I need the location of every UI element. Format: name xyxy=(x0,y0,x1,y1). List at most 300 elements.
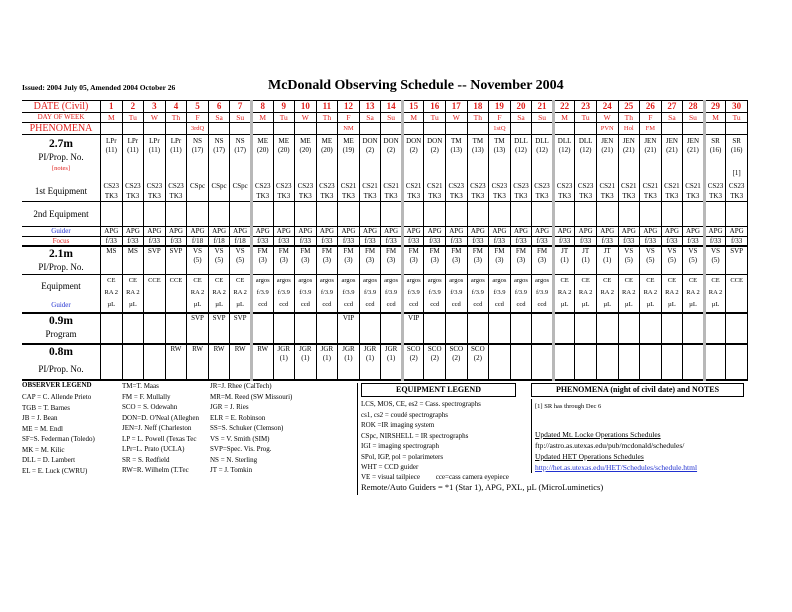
phenomena-cell xyxy=(316,123,338,135)
guider-value: APG xyxy=(168,227,183,235)
dow-cell xyxy=(316,113,338,123)
focus-value: f/33 xyxy=(342,237,355,245)
guider-cell xyxy=(704,227,726,237)
focus-cell xyxy=(208,237,230,247)
equipment-21m-cell xyxy=(683,275,705,314)
guider-cell xyxy=(596,227,618,237)
equipment-2-cell xyxy=(251,202,273,227)
equipment-21m-2: RA 2 xyxy=(665,289,679,296)
pi-08m-cell xyxy=(144,344,166,380)
equipment-21m-2: f/3.9 xyxy=(514,289,528,296)
pi-21m-code: FM xyxy=(343,247,354,255)
observer-entry: VS = V. Smith (SIM) xyxy=(210,434,270,443)
dow-cell xyxy=(661,113,683,123)
pi-08m-code: RW xyxy=(192,345,203,353)
pi-08m-cell xyxy=(510,344,532,380)
equipment-21m-2: RA 2 xyxy=(557,289,572,296)
equipment-21m-3: µL xyxy=(668,301,676,308)
tel-27m-label xyxy=(22,135,101,182)
pi-code: ME xyxy=(278,137,290,145)
program-09m-cell xyxy=(187,313,209,344)
pi-21m-code: MS xyxy=(106,247,117,255)
equipment-1: CS21 xyxy=(642,182,659,190)
program-09m-cell xyxy=(640,313,662,344)
pi-21m-number: (3) xyxy=(344,256,353,264)
program-09m: SVP xyxy=(191,314,204,322)
date-cell xyxy=(553,101,575,113)
pi-21m-code: JT xyxy=(561,247,569,255)
date-cell xyxy=(661,101,683,113)
equipment-1-detector: TK3 xyxy=(492,192,506,200)
equipment-21m-3: µL xyxy=(581,301,590,308)
pi-21m-cell xyxy=(596,246,618,275)
equipment-2-cell xyxy=(575,202,597,227)
pi-27m-cell xyxy=(381,135,403,182)
equipment-21m: argos xyxy=(449,277,464,284)
focus-value: f/33 xyxy=(127,237,139,245)
pi-08m-code: JGR xyxy=(363,345,377,353)
equipment-legend-entry: SPol, IGP, pol = polarimeters xyxy=(361,452,444,461)
equipment-21m: argos xyxy=(513,277,528,284)
pi-27m-cell xyxy=(187,135,209,182)
equipment-21m-3: µL xyxy=(128,301,137,308)
program-09m-cell xyxy=(101,313,123,344)
pi-21m-cell xyxy=(273,246,295,275)
focus-value: f/33 xyxy=(493,237,506,245)
equipment-21m: argos xyxy=(341,277,356,284)
equipment-21m-3: ccd xyxy=(473,301,483,308)
guider-value: APG xyxy=(535,227,550,235)
pi-21m-code: SVP xyxy=(147,247,161,255)
focus-cell xyxy=(316,237,338,247)
pi-08m-code: RW xyxy=(257,345,269,353)
equipment-1: CS23 xyxy=(707,182,724,190)
guider-cell xyxy=(575,227,597,237)
pi-21m-cell xyxy=(489,246,511,275)
guider-value: APG xyxy=(427,227,442,235)
phenomena-notes-title: PHENOMENA (night of civil date) and NOTES xyxy=(531,383,744,397)
het-schedules-link[interactable]: Updated HET Operations Schedules xyxy=(535,452,644,461)
equipment-21m: argos xyxy=(363,277,378,284)
dow-cell xyxy=(338,113,360,123)
pi-21m-code: JT xyxy=(603,247,611,255)
focus-cell xyxy=(251,237,273,247)
day-of-week: Sa xyxy=(668,113,676,122)
date-cell xyxy=(489,101,511,113)
proposal-number: (21) xyxy=(622,146,635,154)
date-number: 24 xyxy=(602,101,612,111)
program-09m-cell xyxy=(144,313,166,344)
equipment-21m-2: RA 2 xyxy=(190,289,205,296)
equipment-legend-entry: cs1, cs2 = coudé spectrographs xyxy=(361,410,448,419)
guider-value: APG xyxy=(729,227,744,235)
guider-value: APG xyxy=(492,227,507,235)
pi-21m-number: (5) xyxy=(624,256,633,264)
equipment-21m: argos xyxy=(535,277,550,284)
proposal-number: (20) xyxy=(299,146,312,154)
pi-21m-cell xyxy=(467,246,489,275)
equipment-21m-cell xyxy=(381,275,403,314)
focus-cell xyxy=(640,237,662,247)
proposal-number: (17) xyxy=(191,146,204,154)
equipment-21m-3: ccd xyxy=(516,301,526,308)
day-of-week: Th xyxy=(473,113,483,122)
equipment-2-cell xyxy=(467,202,489,227)
observer-entry: TGB = T. Barnes xyxy=(22,403,71,412)
proposal-number: (21) xyxy=(666,146,678,154)
pi-08m-cell xyxy=(661,344,683,380)
pi-27m-cell xyxy=(596,135,618,182)
equipment-21m-cell xyxy=(101,275,123,314)
day-of-week: Sa xyxy=(215,113,223,122)
pi-code: ME xyxy=(257,137,268,145)
date-cell xyxy=(424,101,446,113)
focus-cell xyxy=(553,237,575,247)
equipment-legend-entry: IGI = imaging spectrograph xyxy=(361,442,440,450)
date-number: 5 xyxy=(195,101,200,111)
focus-value: f/33 xyxy=(644,237,656,245)
program-09m-cell xyxy=(553,313,575,344)
pi-code: DON xyxy=(383,137,399,145)
equipment-21m-2: RA 2 xyxy=(708,289,723,296)
focus-value: f/33 xyxy=(472,237,484,245)
pi-08m-cell xyxy=(251,344,273,380)
pi-code: JEN xyxy=(622,137,635,145)
date-number: 19 xyxy=(494,101,504,111)
program-09m-cell xyxy=(273,313,295,344)
guider-cell xyxy=(532,227,554,237)
equipment-1: CS23 xyxy=(556,182,573,190)
pi-code: ME xyxy=(343,137,354,145)
date-number: 16 xyxy=(430,101,440,111)
equipment-21m-cell xyxy=(208,275,230,314)
phenomena-cell xyxy=(402,123,424,135)
phenomena-cell xyxy=(640,123,662,135)
guider-value: APG xyxy=(104,227,119,235)
pi-08m-cell xyxy=(446,344,468,380)
equipment-21m-3: µL xyxy=(215,301,223,308)
program-09m-cell xyxy=(295,313,317,344)
guider-cell xyxy=(359,227,381,237)
pi-27m-cell xyxy=(618,135,640,182)
program-09m-cell xyxy=(359,313,381,344)
equipment-21m-2: RA 2 xyxy=(600,289,614,296)
equipment-21m-2: RA 2 xyxy=(578,289,593,296)
equipment-21m: CE xyxy=(624,277,633,284)
pi-08m-cell xyxy=(683,344,705,380)
equipment-27m-cell xyxy=(144,181,166,202)
date-number: 13 xyxy=(365,101,375,111)
proposal-number: (21) xyxy=(644,146,657,154)
observer-entry: NS = N. Sterling xyxy=(210,455,258,464)
pi-code: JEN xyxy=(665,137,678,145)
observer-entry: TM=T. Maas xyxy=(122,382,159,390)
pi-21m-code: FM xyxy=(472,247,483,255)
guider-label: Guider xyxy=(22,227,101,237)
date-cell xyxy=(446,101,468,113)
equipment-1-detector: TK3 xyxy=(449,192,463,200)
equipment-21m-3: µL xyxy=(236,301,245,308)
focus-cell xyxy=(618,237,640,247)
equipment-21m: CE xyxy=(711,277,720,284)
pi-08m-cell xyxy=(640,344,662,380)
date-number: 14 xyxy=(386,101,396,111)
pi-21m-cell xyxy=(316,246,338,275)
proposal-number: (13) xyxy=(493,146,506,154)
equipment-1: CS23 xyxy=(728,182,745,190)
guider-cell xyxy=(144,227,166,237)
pi-21m-code: FM xyxy=(364,247,376,255)
equipment-27m-cell xyxy=(575,181,597,202)
date-cell xyxy=(402,101,424,113)
equipment-27m-cell xyxy=(251,181,273,202)
pi-27m-cell xyxy=(726,135,748,182)
pi-21m-cell xyxy=(726,246,748,275)
pi-27m-cell xyxy=(144,135,166,182)
equipment-1: CS23 xyxy=(577,182,594,190)
equipment-21m-2: f/3.9 xyxy=(277,289,290,296)
program-09m-cell xyxy=(251,313,273,344)
equipment-21m-2: f/3.9 xyxy=(450,289,463,296)
ve-text: VE = visual tailpiece xyxy=(361,473,420,481)
day-of-week: M xyxy=(107,113,115,122)
pi-08m-cell xyxy=(467,344,489,380)
equipment-21m-cell xyxy=(510,275,532,314)
equipment-27m-cell xyxy=(165,181,187,202)
proposal-number: (12) xyxy=(536,146,548,154)
eq21-label xyxy=(22,275,101,314)
tel-21m-name: 2.1m xyxy=(49,248,73,260)
phenomena-label: PHENOMENA xyxy=(22,123,101,135)
equipment-21m: CE xyxy=(214,277,224,284)
dow-cell xyxy=(510,113,532,123)
pi-code: DON xyxy=(406,137,422,145)
pi-27m-cell xyxy=(295,135,317,182)
observer-legend-col3 xyxy=(210,381,292,476)
date-cell xyxy=(316,101,338,113)
equipment-1: CS23 xyxy=(513,182,529,190)
equipment-legend-entry: CSpc, NIRSHELL = IR spectrographs xyxy=(361,431,469,440)
guider-cell xyxy=(683,227,705,237)
guider-cell xyxy=(424,227,446,237)
pi-21m-number: (3) xyxy=(495,256,504,264)
pi-08m-cell xyxy=(316,344,338,380)
date-cell xyxy=(101,101,123,113)
proposal-number: (16) xyxy=(730,146,743,154)
focus-cell xyxy=(532,237,554,247)
equipment-2-cell xyxy=(338,202,360,227)
phenomena-cell xyxy=(424,123,446,135)
pi-21m-cell xyxy=(553,246,575,275)
guider-value: APG xyxy=(341,227,356,235)
equipment-21m-cell xyxy=(251,275,273,314)
focus-value: f/33 xyxy=(278,237,290,245)
pi-08m-cell xyxy=(101,344,123,380)
dow-cell xyxy=(295,113,317,123)
program-09m-cell xyxy=(575,313,597,344)
pi-code: LPr xyxy=(106,137,117,145)
pi-code: DLL xyxy=(514,137,528,145)
observer-entry: MK = M. Kilic xyxy=(22,445,65,454)
equipment-1-detector: TK3 xyxy=(622,192,636,200)
equipment-21m-cell xyxy=(424,275,446,314)
day-of-week: Sa xyxy=(366,113,374,122)
dow-cell xyxy=(683,113,705,123)
pi-21m-number: (3) xyxy=(279,256,288,264)
pi-code: ME xyxy=(300,137,311,145)
guider-value: APG xyxy=(125,227,140,235)
program-09m-cell xyxy=(316,313,338,344)
pi-27m-cell xyxy=(683,135,705,182)
het-schedule-url[interactable]: http://het.as.utexas.edu/HET/Schedules/schedule.html xyxy=(535,463,698,472)
equipment-21m: CE xyxy=(193,277,202,284)
day-of-week: W xyxy=(150,113,158,122)
observer-entry: SS=S. Schuker (Clemson) xyxy=(210,424,284,432)
program-09m-cell xyxy=(467,313,489,344)
date-number: 7 xyxy=(237,101,243,111)
guider-value: APG xyxy=(685,227,700,235)
pi-21m-code: FM xyxy=(515,247,527,255)
equipment-21m-3: µL xyxy=(603,301,612,308)
equipment-21m: CE xyxy=(646,277,655,284)
pi-08m-code: SCO xyxy=(427,345,442,353)
pi-21m-number: (3) xyxy=(365,256,375,264)
pi-21m-number: (3) xyxy=(452,256,461,264)
day-of-week: Tu xyxy=(732,113,741,122)
pi-08m-cell xyxy=(489,344,511,380)
focus-cell xyxy=(704,237,726,247)
equipment-27m-cell xyxy=(683,181,705,202)
mt-locke-schedules-link[interactable]: Updated Mt. Locke Operations Schedules xyxy=(535,430,661,439)
focus-value: f/33 xyxy=(558,237,571,245)
pi-08m-cell xyxy=(575,344,597,380)
equipment-1-detector: TK3 xyxy=(363,192,377,200)
phenomena-cell xyxy=(187,123,209,135)
guider-cell xyxy=(467,227,489,237)
focus-value: f/33 xyxy=(429,237,441,245)
equipment-2-cell xyxy=(424,202,446,227)
note-1: [1] SR has through Dec 6 xyxy=(535,403,602,410)
page-title: McDonald Observing Schedule -- November 2004 xyxy=(268,78,564,93)
tel-09m-name: 0.9m xyxy=(49,315,73,327)
date-number: 25 xyxy=(624,101,634,111)
focus-value: f/18 xyxy=(191,237,204,245)
equipment-27m-cell xyxy=(316,181,338,202)
observer-entry: RW=R. Wilhelm (T.Tec xyxy=(122,466,189,474)
dow-cell xyxy=(424,113,446,123)
proposal-number: (17) xyxy=(234,146,246,154)
pi-21m-cell xyxy=(230,246,252,275)
eq2-label: 2nd Equipment xyxy=(22,202,101,227)
mt-locke-ftp-url[interactable]: ftp://astro.as.utexas.edu/pub/mcdonald/schedules/ xyxy=(535,441,685,450)
dow-cell xyxy=(101,113,123,123)
proposal-number: (12) xyxy=(558,146,571,154)
program-09m: SVP xyxy=(212,314,226,322)
proposal-number: (11) xyxy=(170,146,182,154)
equipment-2-cell xyxy=(640,202,662,227)
focus-value: f/18 xyxy=(213,237,225,245)
equipment-legend-entry: WHT = CCD guider xyxy=(361,463,419,471)
dow-cell xyxy=(596,113,618,123)
equipment-21m: CE xyxy=(107,277,116,284)
equipment-21m-cell xyxy=(446,275,468,314)
links-block xyxy=(535,429,697,473)
pi-21m-number: (5) xyxy=(215,256,224,264)
equipment-2-cell xyxy=(122,202,144,227)
day-of-week: W xyxy=(452,113,460,122)
program-09m-cell xyxy=(704,313,726,344)
day-of-week: F xyxy=(195,113,200,122)
equipment-27m-cell xyxy=(446,181,468,202)
focus-value: f/33 xyxy=(148,237,161,245)
pi-21m-cell xyxy=(187,246,209,275)
observer-entry: JB = J. Bean xyxy=(22,414,58,422)
observer-entry: EL = E. Luck (CWRU) xyxy=(22,466,88,475)
pi-27m-cell xyxy=(467,135,489,182)
pi-08m-code: JGR xyxy=(342,345,355,353)
pi-27m-cell xyxy=(489,135,511,182)
observer-entry: JEN=J. Neff (Charleston xyxy=(122,424,192,432)
equipment-legend-entry: LCS, MOS, CE, es2 = Cass. spectrographs xyxy=(361,400,481,408)
date-number: 1 xyxy=(109,101,114,111)
focus-cell xyxy=(683,237,705,247)
equipment-27m-cell xyxy=(640,181,662,202)
program-09m-cell xyxy=(596,313,618,344)
program-09m-cell xyxy=(618,313,640,344)
pi-08m-cell xyxy=(338,344,360,380)
equipment-21m-2: f/3.9 xyxy=(256,289,269,296)
equipment-21m-cell xyxy=(596,275,618,314)
proposal-number: (13) xyxy=(472,146,484,154)
guider-cell xyxy=(273,227,295,237)
pi-08m-cell xyxy=(273,344,295,380)
proposal-number: (20) xyxy=(256,146,269,154)
equipment-21m-3: µL xyxy=(193,301,202,308)
pi-21m-code: FM xyxy=(408,247,419,255)
equipment-1: CSpc xyxy=(189,182,206,190)
equipment-21m-3: ccd xyxy=(365,301,375,308)
equipment-27m-cell xyxy=(661,181,683,202)
focus-value: f/33 xyxy=(408,237,420,245)
date-number: 27 xyxy=(667,101,677,111)
equipment-27m-cell xyxy=(726,181,748,202)
program-09m-cell xyxy=(726,313,748,344)
proposal-number: (12) xyxy=(515,146,527,154)
equipment-27m-cell xyxy=(618,181,640,202)
dow-cell xyxy=(532,113,554,123)
pi-21m-code: VS xyxy=(214,247,224,255)
equipment-1: CS23 xyxy=(448,182,465,190)
date-cell xyxy=(230,101,252,113)
guider-value: APG xyxy=(147,227,162,235)
guider-cell xyxy=(251,227,273,237)
phenomena-cell xyxy=(295,123,317,135)
equipment-1-detector: TK3 xyxy=(277,192,291,200)
pi-27m-cell xyxy=(553,135,575,182)
focus-cell xyxy=(230,237,252,247)
focus-cell xyxy=(122,237,144,247)
focus-value: f/18 xyxy=(234,237,246,245)
dow-cell xyxy=(467,113,489,123)
pi-08m-cell xyxy=(553,344,575,380)
equipment-1: CS23 xyxy=(319,182,335,190)
equipment-21m-cell xyxy=(295,275,317,314)
equipment-2-cell xyxy=(101,202,123,227)
pi-21m-cell xyxy=(101,246,123,275)
equipment-21m-cell xyxy=(316,275,338,314)
pi-code: JEN xyxy=(686,137,699,145)
equipment-1: CSpc xyxy=(232,182,248,190)
